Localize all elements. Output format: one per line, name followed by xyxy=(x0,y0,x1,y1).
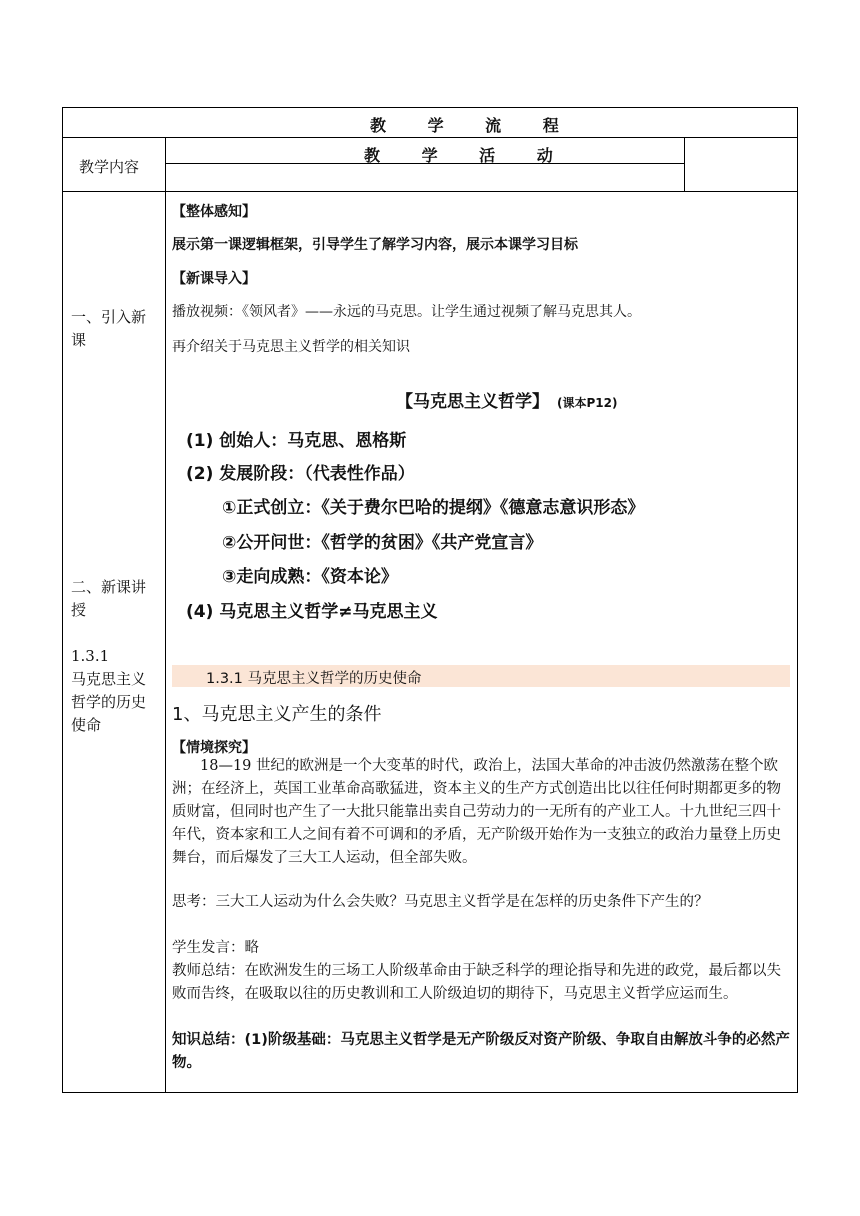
topic-line: 使命 xyxy=(71,716,102,734)
slide-stages: (2) 发展阶段：（代表性作品） xyxy=(186,464,415,484)
table-rule xyxy=(62,191,798,192)
section-intro-line: 课 xyxy=(71,331,87,349)
teacher-text: 教师总结：在欧洲发生的三场工人阶级革命由于缺乏科学的理论指导和先进的政党，最后都以失败而告终，在吸取以往的历史教训和工人阶级迫切的期待下，马克思主义哲学应运而生。 xyxy=(172,963,781,1002)
slide-stage-1: ①正式创立：《关于费尔巴哈的提纲》《德意志意识形态》 xyxy=(222,498,645,518)
topic-line: 哲学的历史 xyxy=(71,693,147,711)
section-band-title: 1.3.1 马克思主义哲学的历史使命 xyxy=(206,671,422,687)
summary-text: 知识总结：(1)阶级基础：马克思主义哲学是无产阶级反对资产阶级、争取自由解放斗争的必然产物。 xyxy=(172,1032,790,1071)
table-rule xyxy=(165,137,166,1093)
table-rule xyxy=(62,137,798,138)
student-text: 学生发言：略 xyxy=(172,940,259,956)
section-new-line: 二、新课讲 xyxy=(71,578,147,596)
topic-line: 马克思主义 xyxy=(71,670,147,688)
video-text: 播放视频：《领风者》——永远的马克思。让学生通过视频了解马克思其人。 xyxy=(172,304,641,320)
section-intro-line: 一、引入新 xyxy=(71,308,147,326)
section-new-label xyxy=(71,576,146,622)
content-header: 教学内容 xyxy=(79,158,140,176)
slide-distinction: (4) 马克思主义哲学≠马克思主义 xyxy=(186,602,438,622)
intro-text: 再介绍关于马克思主义哲学的相关知识 xyxy=(172,339,410,355)
newlesson-heading: 【新课导入】 xyxy=(172,271,256,287)
section-topic-label xyxy=(71,645,146,737)
table-rule xyxy=(684,137,685,191)
topic-number: 1.3.1 xyxy=(71,647,110,665)
slide-title-note: (课本P12) xyxy=(557,396,618,410)
question-text: 思考：三大工人运动为什么会失败？马克思主义哲学是在怎样的历史条件下产生的？ xyxy=(172,894,709,910)
slide-founder: (1) 创始人：马克思、恩格斯 xyxy=(186,431,407,451)
perception-text: 展示第一课逻辑框架，引导学生了解学习内容，展示本课学习目标 xyxy=(172,237,578,253)
section-band xyxy=(172,665,790,687)
section-intro-label xyxy=(71,306,146,352)
section-heading: 1、马克思主义产生的条件 xyxy=(172,704,382,725)
table-title: 教 学 流 程 xyxy=(370,116,577,135)
section-new-line: 授 xyxy=(71,601,87,619)
situation-heading: 【情境探究】 xyxy=(172,740,256,756)
situation-text: 18—19 世纪的欧洲是一个大变革的时代，政治上，法国大革命的冲击波仍然激荡在整个欧洲；在经济上，英国工业革命高歌猛进，资本主义的生产方式创造出比以往任何时期都更多的物质财富，但同时也产生了一大批只能靠出卖自己劳动力的一无所有的产业工人。十九世纪三四十年代，资本家和工人之间有着不可调和的矛盾，无产阶级开始作为一支独立的政治力量登上历史舞台，而后爆发了三大工人运动，但全部失败。 xyxy=(172,758,781,866)
activity-header: 教 学 活 动 xyxy=(364,146,571,165)
slide-stage-2: ②公开问世：《哲学的贫困》《共产党宣言》 xyxy=(222,533,543,553)
slide-title-text: 【马克思主义哲学】 xyxy=(396,392,549,412)
slide-title xyxy=(396,387,617,412)
perception-heading: 【整体感知】 xyxy=(172,204,256,220)
slide-stage-3: ③走向成熟：《资本论》 xyxy=(222,567,398,587)
